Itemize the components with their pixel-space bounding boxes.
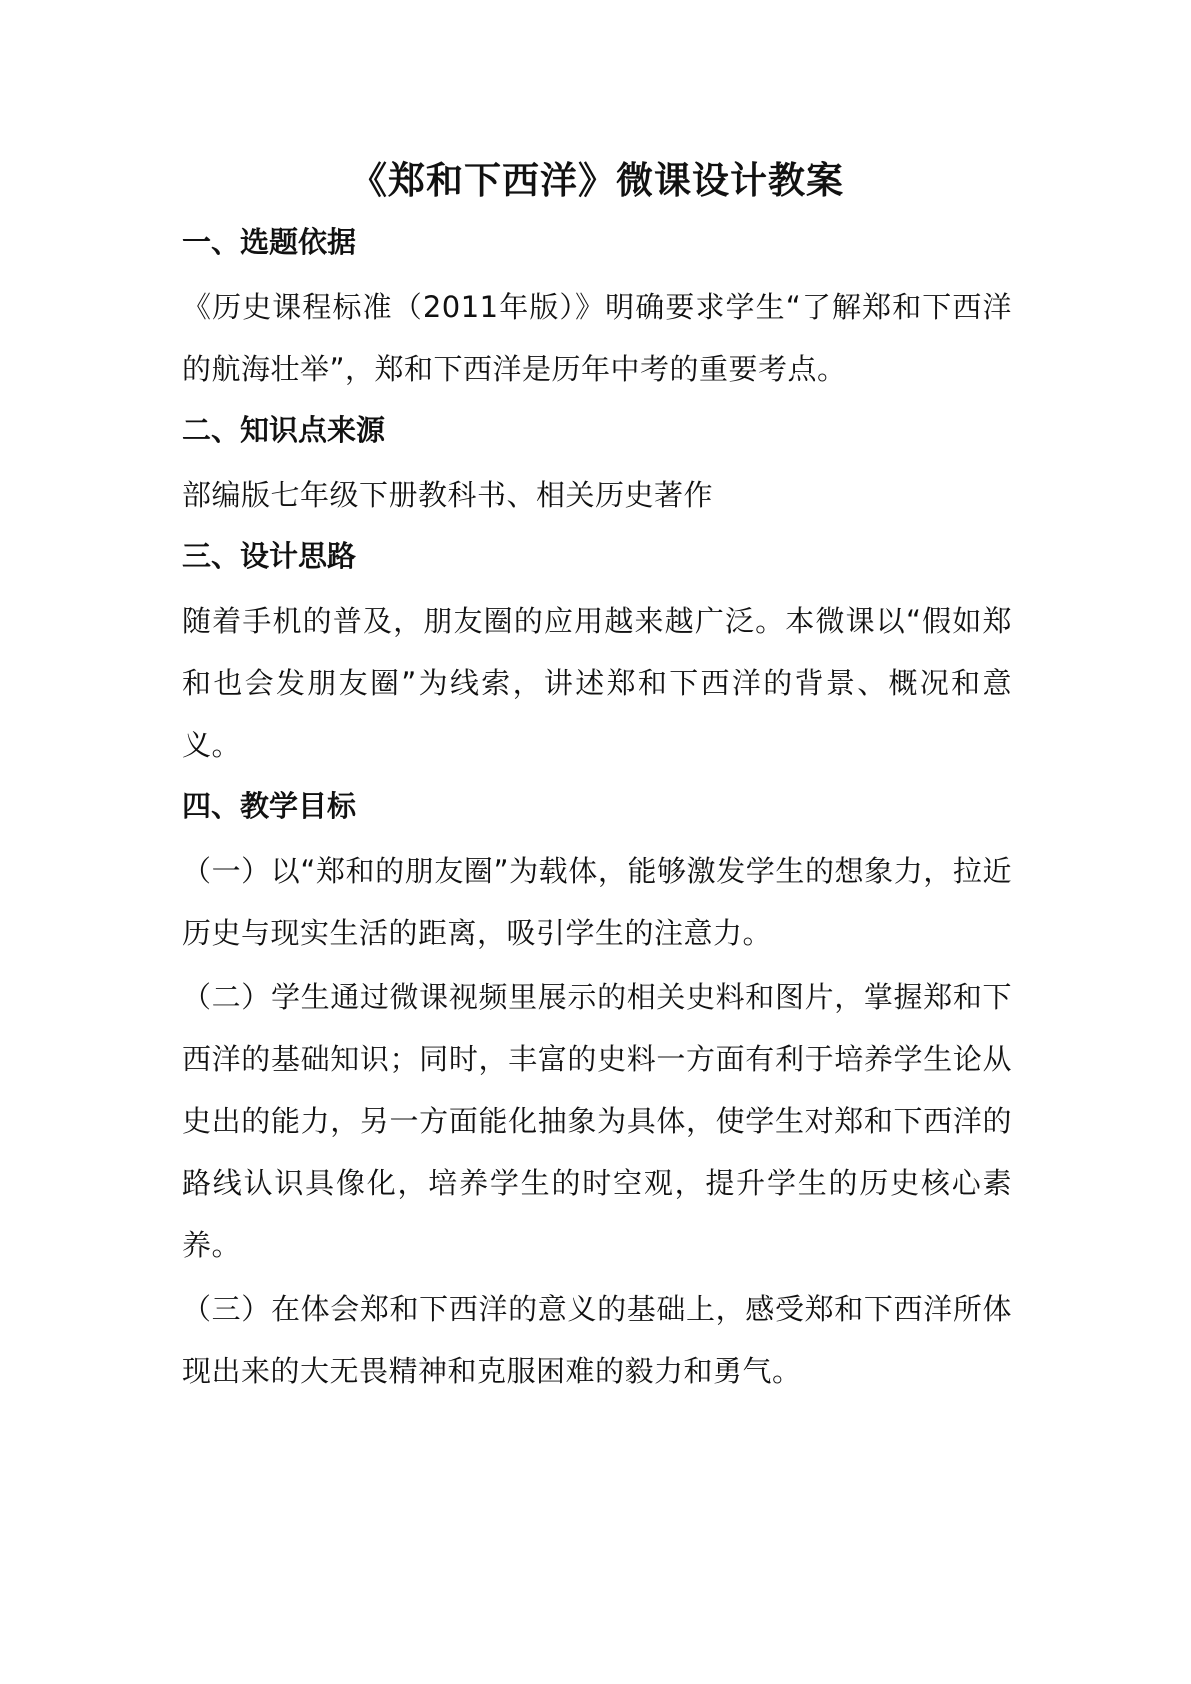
section-heading: 一、选题依据 <box>182 225 357 259</box>
section-heading: 四、教学目标 <box>182 789 357 823</box>
goal-paragraph-3: （三）在体会郑和下西洋的意义的基础上，感受郑和下西洋所体现出来的大无畏精神和克服困难的毅力和勇气。 <box>182 1292 1012 1388</box>
section-design-idea <box>182 536 1012 776</box>
section-topic-basis <box>182 222 1012 400</box>
paragraph: 部编版七年级下册教科书、相关历史著作 <box>182 478 714 512</box>
goal-paragraph-2: （二）学生通过微课视频里展示的相关史料和图片，掌握郑和下西洋的基础知识；同时，丰富的史料一方面有利于培养学生论从史出的能力，另一方面能化抽象为具体，使学生对郑和下西洋的路线认识具像化，培养学生的时空观，提升学生的历史核心素养。 <box>182 980 1012 1262</box>
section-teaching-goals <box>182 786 1012 1402</box>
goal-paragraph-1: （一）以“郑和的朋友圈”为载体，能够激发学生的想象力，拉近历史与现实生活的距离，吸引学生的注意力。 <box>182 854 1012 950</box>
section-heading: 二、知识点来源 <box>182 413 386 447</box>
paragraph: 随着手机的普及，朋友圈的应用越来越广泛。本微课以“假如郑和也会发朋友圈”为线索，讲述郑和下西洋的背景、概况和意义。 <box>182 604 1012 762</box>
section-heading: 三、设计思路 <box>182 539 357 573</box>
document-page <box>182 150 1012 1410</box>
document-title: 《郑和下西洋》微课设计教案 <box>350 159 844 202</box>
paragraph: 《历史课程标准（2011年版）》明确要求学生“了解郑和下西洋的航海壮举”，郑和下西洋是历年中考的重要考点。 <box>182 290 1012 386</box>
section-knowledge-source <box>182 410 1012 526</box>
